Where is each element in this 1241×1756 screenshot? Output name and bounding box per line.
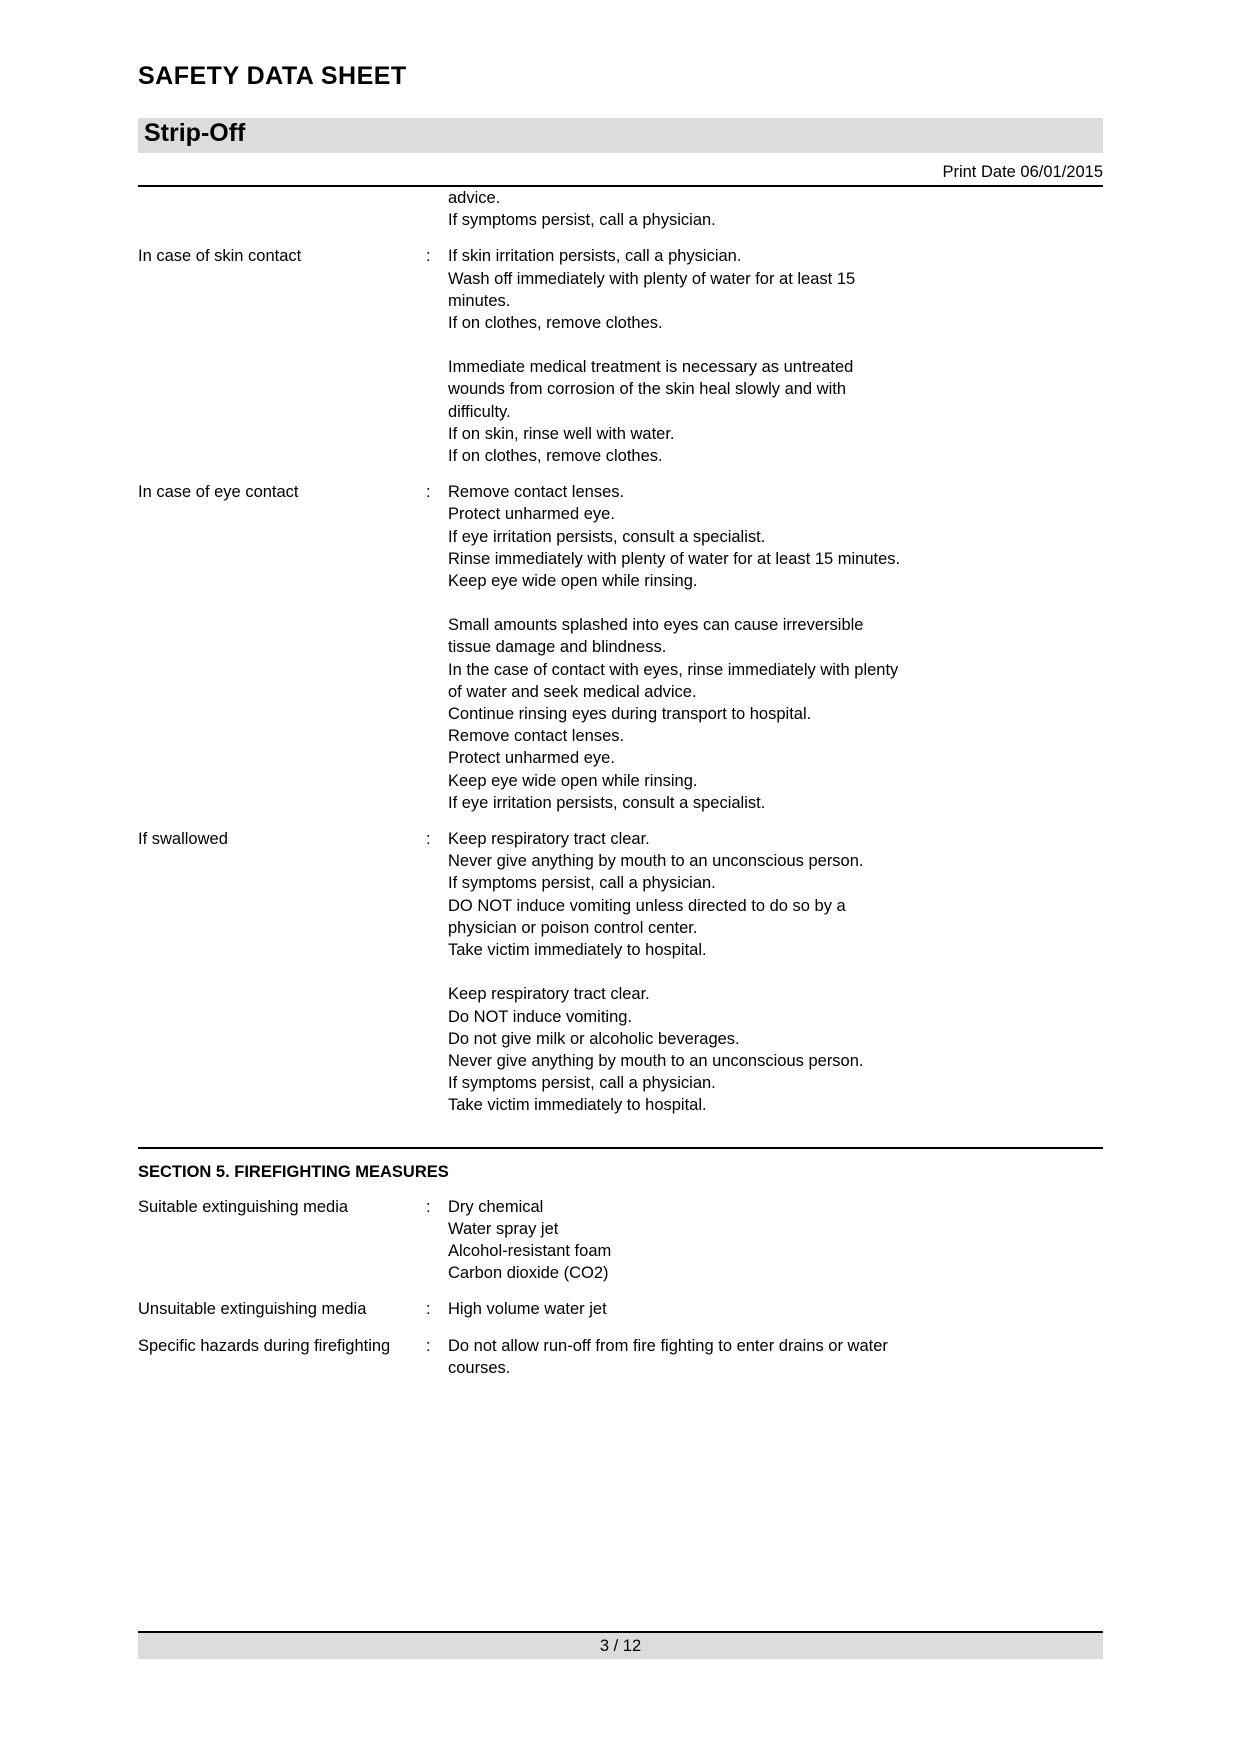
text-block (448, 1335, 1103, 1379)
row-value (448, 481, 1103, 814)
text-line: Water spray jet (448, 1219, 559, 1238)
row-colon: : (426, 1300, 431, 1319)
row-spacer (138, 1284, 1103, 1298)
row-spacer (138, 467, 1103, 481)
text-line: Take victim immediately to hospital. (448, 1096, 707, 1115)
text-line: Keep respiratory tract clear. (448, 830, 650, 849)
text-line: If on clothes, remove clothes. (448, 447, 663, 466)
text-line: difficulty. (448, 402, 511, 421)
text-line: If on skin, rinse well with water. (448, 424, 675, 443)
text-line: wounds from corrosion of the skin heal slowly and with (448, 380, 847, 399)
row-value (448, 187, 1103, 231)
text-line: Keep respiratory tract clear. (448, 985, 650, 1004)
page-content (138, 0, 1103, 1379)
row-colon: : (426, 1197, 431, 1216)
text-line: Rinse immediately with plenty of water for at least 15 minutes. (448, 549, 901, 568)
text-line: Protect unharmed eye. (448, 505, 615, 524)
text-block (448, 187, 1103, 231)
text-line: Do not give milk or alcoholic beverages. (448, 1029, 740, 1048)
table-row (138, 245, 1103, 467)
text-line: High volume water jet (448, 1300, 607, 1319)
row-value (448, 828, 1103, 1116)
text-line: Dry chemical (448, 1197, 544, 1216)
text-block (448, 983, 1103, 1116)
text-line: of water and seek medical advice. (448, 682, 697, 701)
table-row (138, 828, 1103, 1116)
text-line: If skin irritation persists, call a physician. (448, 247, 742, 266)
section-divider (138, 1147, 1103, 1149)
row-label: In case of eye contact (138, 483, 299, 502)
text-line: Immediate medical treatment is necessary as untreated (448, 358, 854, 377)
text-block (448, 1196, 1103, 1285)
block-gap (448, 334, 1103, 356)
text-line: Wash off immediately with plenty of water for at least 15 (448, 269, 856, 288)
text-line: Remove contact lenses. (448, 483, 625, 502)
text-line: advice. (448, 189, 501, 207)
print-date: Print Date 06/01/2015 (942, 163, 1103, 181)
table-row (138, 1298, 1103, 1320)
text-line: Keep eye wide open while rinsing. (448, 771, 698, 790)
row-value (448, 1196, 1103, 1285)
row-value (448, 1298, 1103, 1320)
row-label (138, 187, 426, 231)
row-colon (426, 187, 448, 231)
row-label: Suitable extinguishing media (138, 1197, 349, 1216)
text-block (448, 356, 1103, 467)
text-block (448, 245, 1103, 334)
text-line: Never give anything by mouth to an unconscious person. (448, 852, 864, 871)
first-aid-continuation-table (138, 187, 1103, 1117)
text-line: If symptoms persist, call a physician. (448, 874, 716, 893)
row-colon: : (426, 247, 431, 266)
text-line: DO NOT induce vomiting unless directed to do so by a (448, 896, 846, 915)
text-line: Continue rinsing eyes during transport to hospital. (448, 705, 812, 724)
section-heading: SECTION 5. FIREFIGHTING MEASURES (138, 1162, 449, 1181)
firefighting-table (138, 1196, 1103, 1379)
text-line: Do NOT induce vomiting. (448, 1007, 633, 1026)
text-line: minutes. (448, 291, 511, 310)
text-line: Carbon dioxide (CO2) (448, 1264, 609, 1283)
row-spacer (138, 814, 1103, 828)
text-line: Protect unharmed eye. (448, 749, 615, 768)
text-line: Alcohol-resistant foam (448, 1241, 612, 1260)
text-line: If on clothes, remove clothes. (448, 314, 663, 333)
text-line: physician or poison control center. (448, 918, 698, 937)
text-block (448, 614, 1103, 814)
row-value (448, 1335, 1103, 1379)
table-row (138, 1196, 1103, 1285)
row-spacer (138, 231, 1103, 245)
text-line: In the case of contact with eyes, rinse immediately with plenty (448, 660, 899, 679)
text-block (448, 1298, 1103, 1320)
product-name-banner (138, 118, 1103, 153)
text-line: If symptoms persist, call a physician. (448, 211, 716, 230)
row-colon: : (426, 483, 431, 502)
row-value (448, 245, 1103, 467)
text-line: Keep eye wide open while rinsing. (448, 572, 698, 591)
text-block (448, 828, 1103, 961)
table-row (138, 1335, 1103, 1379)
row-label: Specific hazards during firefighting (138, 1336, 391, 1355)
page-number: 3 / 12 (138, 1633, 1103, 1659)
row-label: In case of skin contact (138, 247, 302, 266)
text-block (448, 481, 1103, 592)
page-footer (138, 1631, 1103, 1659)
row-label: If swallowed (138, 830, 228, 849)
text-line: Small amounts splashed into eyes can cause irreversible (448, 616, 864, 635)
text-line: Take victim immediately to hospital. (448, 941, 707, 960)
row-spacer (138, 1321, 1103, 1335)
row-label: Unsuitable extinguishing media (138, 1300, 367, 1319)
block-gap (448, 592, 1103, 614)
product-name: Strip-Off (144, 119, 246, 147)
table-row (138, 481, 1103, 814)
text-line: If eye irritation persists, consult a specialist. (448, 793, 766, 812)
block-gap (448, 961, 1103, 983)
table-row (138, 187, 1103, 231)
text-line: Remove contact lenses. (448, 727, 625, 746)
text-line: Do not allow run-off from fire fighting to enter drains or water (448, 1336, 888, 1355)
text-line: If symptoms persist, call a physician. (448, 1074, 716, 1093)
text-line: Never give anything by mouth to an unconscious person. (448, 1051, 864, 1070)
page-title: SAFETY DATA SHEET (138, 62, 407, 90)
text-line: If eye irritation persists, consult a specialist. (448, 527, 766, 546)
text-line: tissue damage and blindness. (448, 638, 667, 657)
row-colon: : (426, 1336, 431, 1355)
row-colon: : (426, 830, 431, 849)
text-line: courses. (448, 1358, 511, 1377)
